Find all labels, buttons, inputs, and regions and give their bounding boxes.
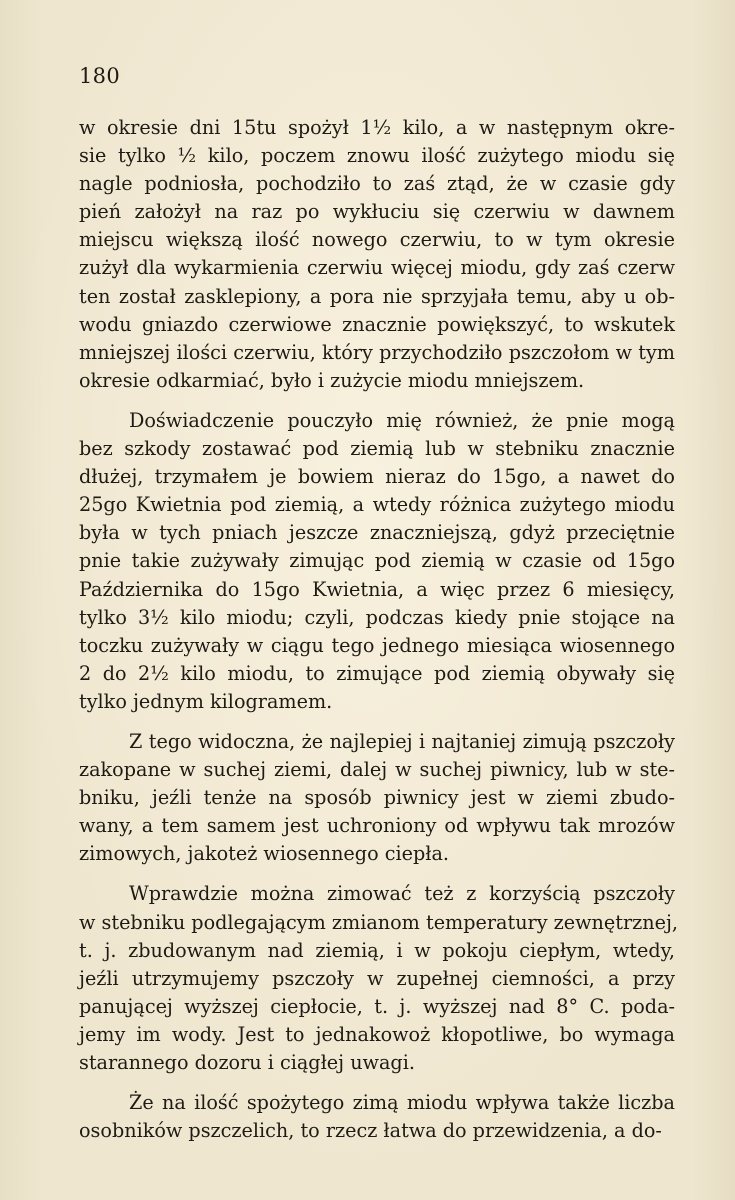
text-line: osobników pszczelich, to rzecz łatwa do przewidzenia, a do- [79, 1119, 662, 1143]
text-line: toczku zużywały w ciągu tego jednego miesiąca wiosennego [79, 633, 675, 657]
page-number: 180 [79, 64, 120, 88]
text-line: Wprawdzie można zimować też z korzyścią pszczoły [129, 882, 675, 906]
text-line: była w tych pniach jeszcze znaczniejszą, gdyż przeciętnie [79, 521, 675, 545]
text-line: jemy im wody. Jest to jednakowoż kłopotliwe, bo wymaga [79, 1022, 675, 1046]
text-line: ten został zasklepiony, a pora nie sprzyjała temu, aby u ob- [79, 284, 675, 308]
text-line: tylko 3½ kilo miodu; czyli, podczas kiedy pnie stojące na [79, 605, 675, 629]
paragraph [79, 114, 675, 395]
text-line: dłużej, trzymałem je bowiem nieraz do 15go, a nawet do [79, 465, 675, 489]
text-line: tylko jednym kilogramem. [79, 689, 333, 713]
text-line: w okresie dni 15tu spożył 1½ kilo, a w następnym okre- [79, 116, 675, 139]
text-line: jeźli utrzymujemy pszczoły w zupełnej ciemności, a przy [79, 966, 675, 990]
text-line: bniku, jeźli tenże na sposób piwnicy jest w ziemi zbudo- [79, 786, 675, 810]
paragraph [79, 407, 675, 716]
text-line: Że na ilość spożytego zimą miodu wpływa także liczba [129, 1091, 675, 1115]
text-line: Z tego widoczna, że najlepiej i najtaniej zimują pszczoły [129, 729, 675, 753]
text-line: Października do 15go Kwietnia, a więc przez 6 miesięcy, [79, 577, 675, 601]
paragraph [79, 1089, 675, 1145]
text-line: panującej wyższej ciepłocie, t. j. wyższej nad 8° C. poda- [79, 994, 675, 1018]
text-line: Doświadczenie pouczyło mię również, że pnie mogą [129, 408, 675, 432]
text-line: wodu gniazdo czerwiowe znacznie powiększyć, to wskutek [79, 312, 675, 336]
text-line: mniejszej ilości czerwiu, który przychodziło pszczołom w tym [79, 340, 675, 364]
text-line: 25go Kwietnia pod ziemią, a wtedy różnica zużytego miodu [79, 493, 675, 517]
text-line: wany, a tem samem jest uchroniony od wpływu tak mrozów [79, 814, 675, 838]
text-line: zimowych, jakoteż wiosennego ciepła. [79, 842, 449, 866]
body-text [79, 114, 679, 1157]
text-line: miejscu większą ilość nowego czerwiu, to w tym okresie [79, 228, 675, 252]
text-line: w stebniku podlegającym zmianom temperatury zewnętrznej, [79, 910, 679, 934]
text-line: zakopane w suchej ziemi, dalej w suchej piwnicy, lub w ste- [79, 758, 675, 782]
text-line: zużył dla wykarmienia czerwiu więcej miodu, gdy zaś czerw [79, 256, 675, 280]
text-line: okresie odkarmiać, było i zużycie miodu mniejszem. [79, 368, 585, 392]
paragraph [79, 880, 679, 1077]
text-line: t. j. zbudowanym nad ziemią, i w pokoju ciepłym, wtedy, [79, 938, 675, 962]
text-line: pień założył na raz po wykłuciu się czerwiu w dawnem [79, 200, 675, 224]
text-line: starannego dozoru i ciągłej uwagi. [79, 1051, 415, 1074]
paragraph [79, 728, 675, 868]
text-line: bez szkody zostawać pod ziemią lub w stebniku znacznie [79, 437, 675, 461]
text-line: 2 do 2½ kilo miodu, to zimujące pod ziemią obywały się [79, 661, 675, 685]
text-line: sie tylko ½ kilo, poczem znowu ilość zużytego miodu się [79, 144, 675, 168]
text-line: nagle podniosła, pochodziło to zaś ztąd, że w czasie gdy [79, 172, 675, 196]
text-line: pnie takie zużywały zimując pod ziemią w czasie od 15go [79, 549, 675, 573]
